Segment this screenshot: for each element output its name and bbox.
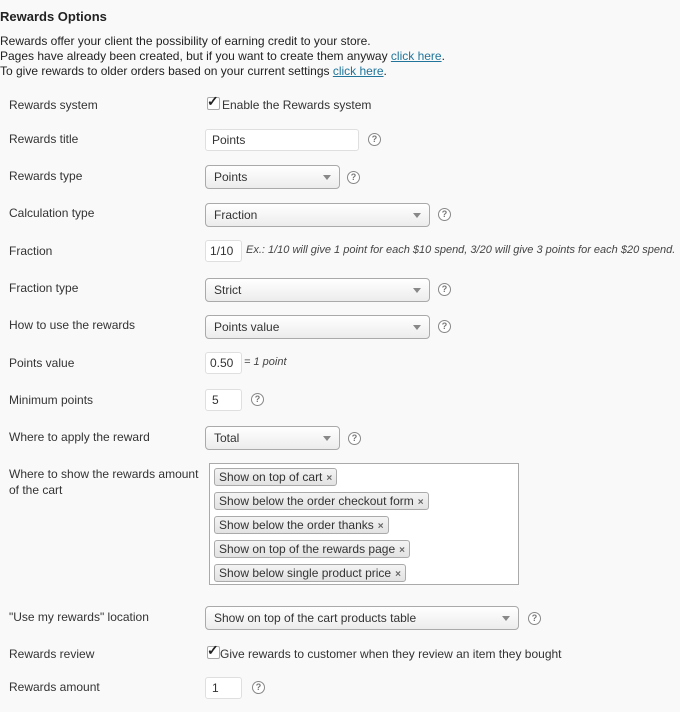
chevron-down-icon [413, 325, 421, 330]
chip-show-below-checkout-form: Show below the order checkout form × [214, 492, 429, 510]
older-orders-link[interactable]: click here [332, 64, 384, 78]
help-icon[interactable]: ? [438, 208, 451, 221]
calculation-type-label: Calculation type [9, 206, 95, 220]
fraction-input[interactable]: 1/10 [205, 240, 242, 262]
rewards-system-label: Rewards system [9, 98, 98, 112]
show-amount-label: Where to show the rewards amount of the cart [9, 467, 199, 497]
checkmark-icon: ✓ [207, 93, 219, 109]
chip-show-below-order-thanks: Show below the order thanks × [214, 516, 389, 534]
fraction-type-label: Fraction type [9, 281, 79, 295]
rewards-type-select[interactable]: Points [205, 165, 340, 189]
help-icon[interactable]: ? [368, 133, 381, 146]
rewards-title-label: Rewards title [9, 132, 79, 146]
remove-icon[interactable]: × [395, 569, 401, 580]
help-icon[interactable]: ? [347, 171, 360, 184]
apply-reward-label: Where to apply the reward [9, 430, 150, 444]
points-value-label: Points value [9, 356, 75, 370]
fraction-hint: Ex.: 1/10 will give 1 point for each $10 spend, 3/20 will give 3 points for each $20 spend. [246, 244, 676, 256]
chevron-down-icon [413, 213, 421, 218]
remove-icon[interactable]: × [399, 545, 405, 556]
fraction-label: Fraction [9, 244, 53, 258]
rewards-amount-label: Rewards amount [9, 680, 100, 694]
how-to-use-label: How to use the rewards [9, 318, 136, 332]
remove-icon[interactable]: × [377, 521, 384, 532]
help-icon[interactable]: ? [528, 612, 541, 625]
use-my-rewards-label: "Use my rewards" location [9, 610, 149, 624]
chevron-down-icon [502, 616, 510, 621]
help-icon[interactable]: ? [438, 283, 451, 296]
chip-show-below-product-price: Show below single product price × [214, 564, 406, 582]
help-icon[interactable]: ? [438, 320, 451, 333]
chevron-down-icon [323, 175, 331, 180]
minimum-points-input[interactable]: 5 [205, 389, 242, 411]
calculation-type-select[interactable]: Fraction [205, 203, 430, 227]
help-icon[interactable]: ? [251, 393, 264, 406]
points-value-input[interactable]: 0.50 [205, 352, 242, 374]
checkmark-icon: ✓ [207, 642, 219, 658]
points-value-suffix: = 1 point [244, 356, 287, 368]
rewards-title-input[interactable]: Points [205, 129, 359, 151]
help-icon[interactable]: ? [252, 681, 265, 694]
chip-show-on-top-of-cart: Show on top of cart × [214, 468, 337, 486]
rewards-review-label: Rewards review [9, 647, 95, 661]
chip-show-on-top-of-rewards-page: Show on top of the rewards page × [214, 540, 410, 558]
remove-icon[interactable]: × [326, 473, 333, 484]
chevron-down-icon [323, 436, 331, 441]
rewards-system-checkbox[interactable] [207, 93, 220, 110]
rewards-amount-input[interactable]: 1 [205, 677, 242, 699]
chevron-down-icon [413, 288, 421, 293]
minimum-points-label: Minimum points [9, 393, 94, 407]
rewards-review-checkbox-label: Give rewards to customer when they review an item they bought [220, 647, 562, 661]
remove-icon[interactable]: × [417, 497, 424, 508]
intro-text [0, 34, 445, 79]
rewards-review-checkbox[interactable] [207, 642, 220, 659]
intro-line-1: Rewards offer your client the possibility of earning credit to your store. [0, 34, 371, 48]
intro-line-2: Pages have already been created, but if you want to create them anyway click here. [0, 49, 445, 63]
apply-reward-select[interactable]: Total [205, 426, 340, 450]
create-pages-link[interactable]: click here [390, 49, 442, 63]
fraction-type-select[interactable]: Strict [205, 278, 430, 302]
help-icon[interactable]: ? [348, 432, 361, 445]
show-amount-multiselect[interactable] [209, 463, 519, 585]
rewards-type-label: Rewards type [9, 169, 83, 183]
page-title: Rewards Options [0, 9, 107, 24]
rewards-system-checkbox-label: Enable the Rewards system [222, 98, 372, 112]
how-to-use-select[interactable]: Points value [205, 315, 430, 339]
use-my-rewards-select[interactable]: Show on top of the cart products table [205, 606, 519, 630]
intro-line-3: To give rewards to older orders based on your current settings click here. [0, 64, 387, 78]
